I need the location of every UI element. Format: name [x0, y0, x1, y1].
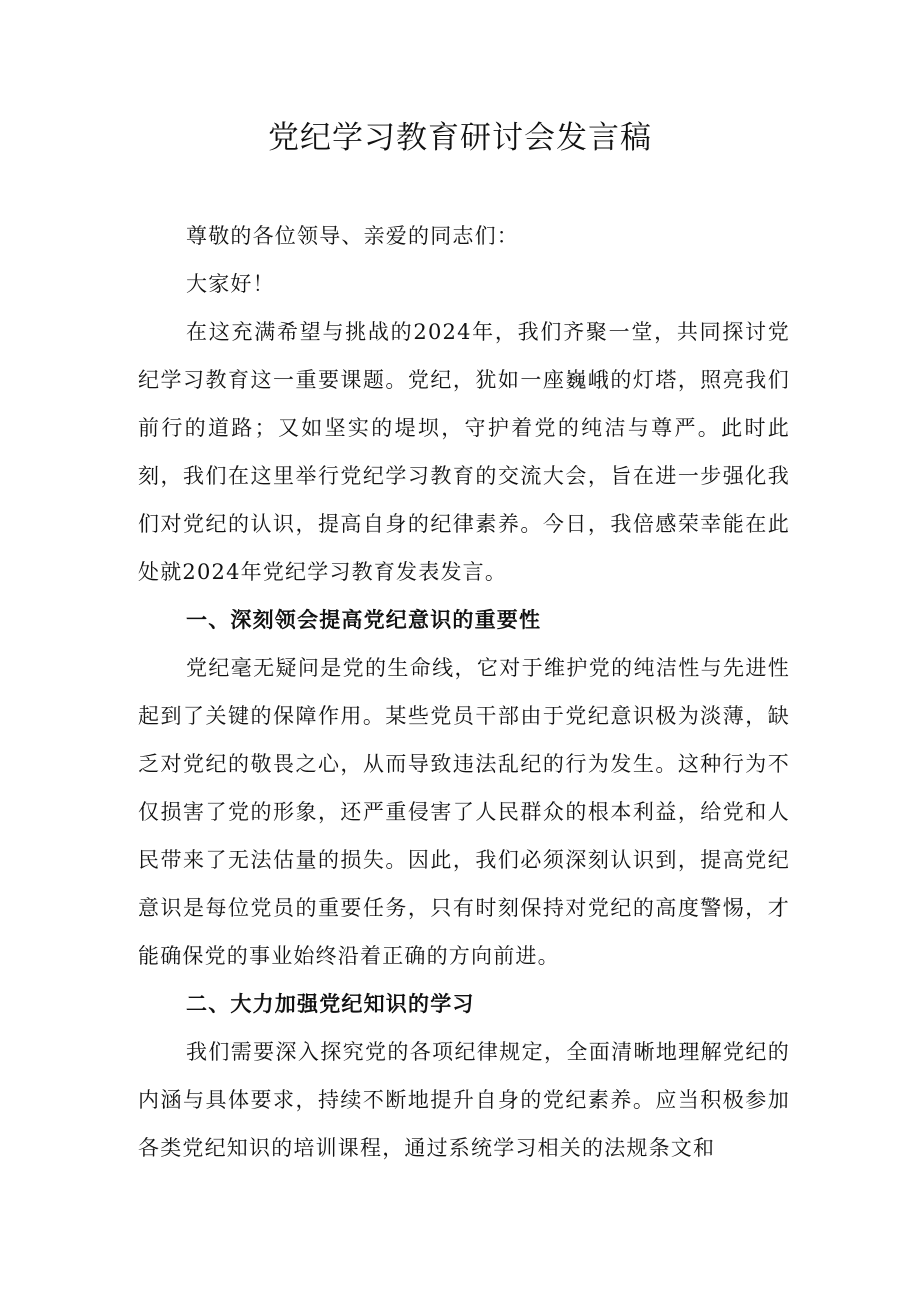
- intro-paragraph: 在这充满希望与挑战的2024年，我们齐聚一堂，共同探讨党纪学习教育这一重要课题。党纪，犹如一座巍峨的灯塔，照亮我们前行的道路；又如坚实的堤坝，守护着党的纯洁与尊严。此时此刻，我们在这里举行党纪学习教育的交流大会，旨在进一步强化我们对党纪的认识，提高自身的纪律素养。今日，我倍感荣幸能在此处就2024年党纪学习教育发表发言。: [138, 320, 790, 584]
- section-paragraph-1: 党纪毫无疑问是党的生命线，它对于维护党的纯洁性与先进性起到了关键的保障作用。某些党员干部由于党纪意识极为淡薄，缺乏对党纪的敬畏之心，从而导致违法乱纪的行为发生。这种行为不仅损害了党的形象，还严重侵害了人民群众的根本利益，给党和人民带来了无法估量的损失。因此，我们必须深刻认识到，提高党纪意识是每位党员的重要任务，只有时刻保持对党纪的高度警惕，才能确保党的事业始终沿着正确的方向前进。: [138, 656, 790, 968]
- section-heading-2: 二、大力加强党纪知识的学习: [186, 991, 475, 1016]
- document-body: [138, 212, 790, 1172]
- section-paragraph-2: 我们需要深入探究党的各项纪律规定，全面清晰地理解党纪的内涵与具体要求，持续不断地提升自身的党纪素养。应当积极参加各类党纪知识的培训课程，通过系统学习相关的法规条文和: [138, 1040, 790, 1160]
- document-title: 党纪学习教育研讨会发言稿: [268, 120, 652, 156]
- section-heading-1: 一、深刻领会提高党纪意识的重要性: [186, 607, 542, 632]
- salutation: 尊敬的各位领导、亲爱的同志们：: [186, 224, 519, 248]
- greeting: 大家好！: [186, 272, 275, 296]
